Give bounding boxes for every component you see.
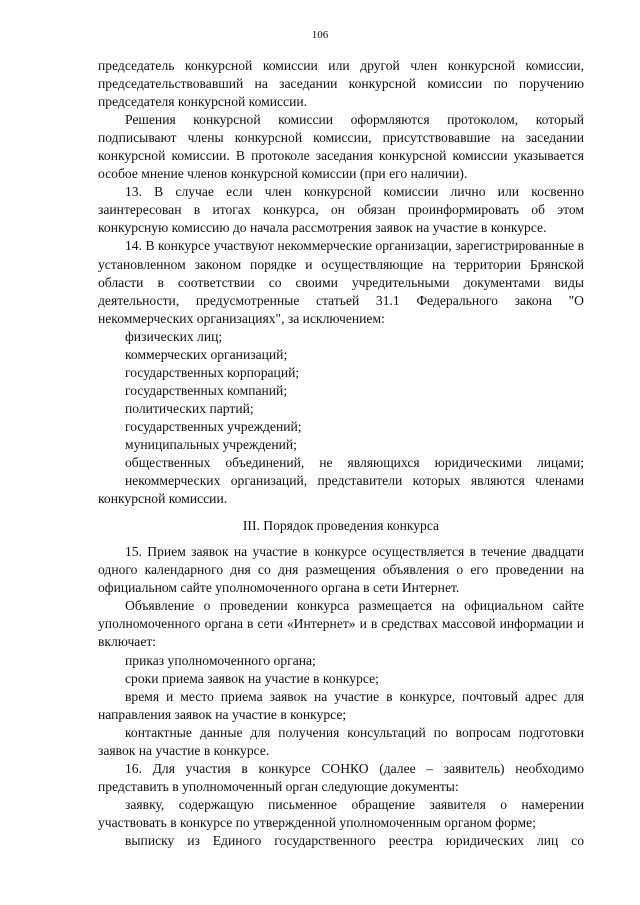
list-item: некоммерческих организаций, представители которых являются членами конкурсной комиссии. bbox=[98, 473, 584, 507]
list-item: государственных корпораций; bbox=[125, 364, 300, 380]
list-item: государственных учреждений; bbox=[125, 418, 302, 434]
list-item: коммерческих организаций; bbox=[125, 346, 288, 362]
paragraph-14: 14. В конкурсе участвуют некоммерческие организации, зарегистрированные в установленном законом порядке и осуществляющие на территории Брянской области в соответствии со своими учредительными документами виды деятельности, предусмотренные статьей 31.1 Федерального закона "О некоммерческих организациях", за исключением: bbox=[98, 238, 584, 326]
list-item: сроки приема заявок на участие в конкурсе; bbox=[125, 670, 379, 686]
list-item: контактные данные для получения консультаций по вопросам подготовки заявок на участие в конкурсе. bbox=[98, 724, 584, 758]
paragraph-15: 15. Прием заявок на участие в конкурсе осуществляется в течение двадцати одного календарного дня со дня размещения объявления о его проведении на официальном сайте уполномоченного органа в сети Интернет. bbox=[98, 544, 584, 596]
list-item: выписку из Единого государственного реестра юридических лиц со bbox=[125, 832, 584, 848]
list-item: политических партий; bbox=[125, 400, 254, 416]
list-item: время и место приема заявок на участие в конкурсе, почтовый адрес для направления заявок на участие в конкурсе; bbox=[98, 688, 584, 722]
list-item: общественных объединений, не являющихся юридическими лицами; bbox=[125, 455, 584, 471]
list-item: приказ уполномоченного органа; bbox=[125, 652, 316, 668]
paragraph-16: 16. Для участия в конкурсе СОНКО (далее – заявитель) необходимо представить в уполномоченный орган следующие документы: bbox=[98, 760, 584, 794]
list-item: физических лиц; bbox=[125, 328, 223, 344]
section-heading: III. Порядок проведения конкурса bbox=[242, 518, 440, 534]
paragraph-13: 13. В случае если член конкурсной комиссии лично или косвенно заинтересован в итогах конкурса, он обязан проинформировать об этом конкурсную комиссию до начала рассмотрения заявок на участие в конкурсе. bbox=[98, 184, 584, 236]
list-item: государственных компаний; bbox=[125, 382, 288, 398]
list-item: заявку, содержащую письменное обращение заявителя о намерении участвовать в конкурсе по утвержденной уполномоченным органом форме; bbox=[98, 796, 584, 830]
paragraph-decisions: Решения конкурсной комиссии оформляются протоколом, который подписывают члены конкурсной комиссии, присутствовавшие на заседании конкурсной комиссии. В протоколе заседания конкурсной комиссии указывается особое мнение членов конкурсной комиссии (при его наличии). bbox=[98, 112, 584, 182]
list-item: муниципальных учреждений; bbox=[125, 436, 297, 452]
paragraph-announcement: Объявление о проведении конкурса размещается на официальном сайте уполномоченного органа в сети «Интернет» и в средствах массовой информации и включает: bbox=[98, 598, 584, 650]
paragraph-continuation: председатель конкурсной комиссии или другой член конкурсной комиссии, председательствовавший на заседании конкурсной комиссии по поручению председателя конкурсной комиссии. bbox=[98, 58, 584, 110]
page-number: 106 bbox=[311, 29, 329, 41]
document-body bbox=[98, 57, 584, 850]
